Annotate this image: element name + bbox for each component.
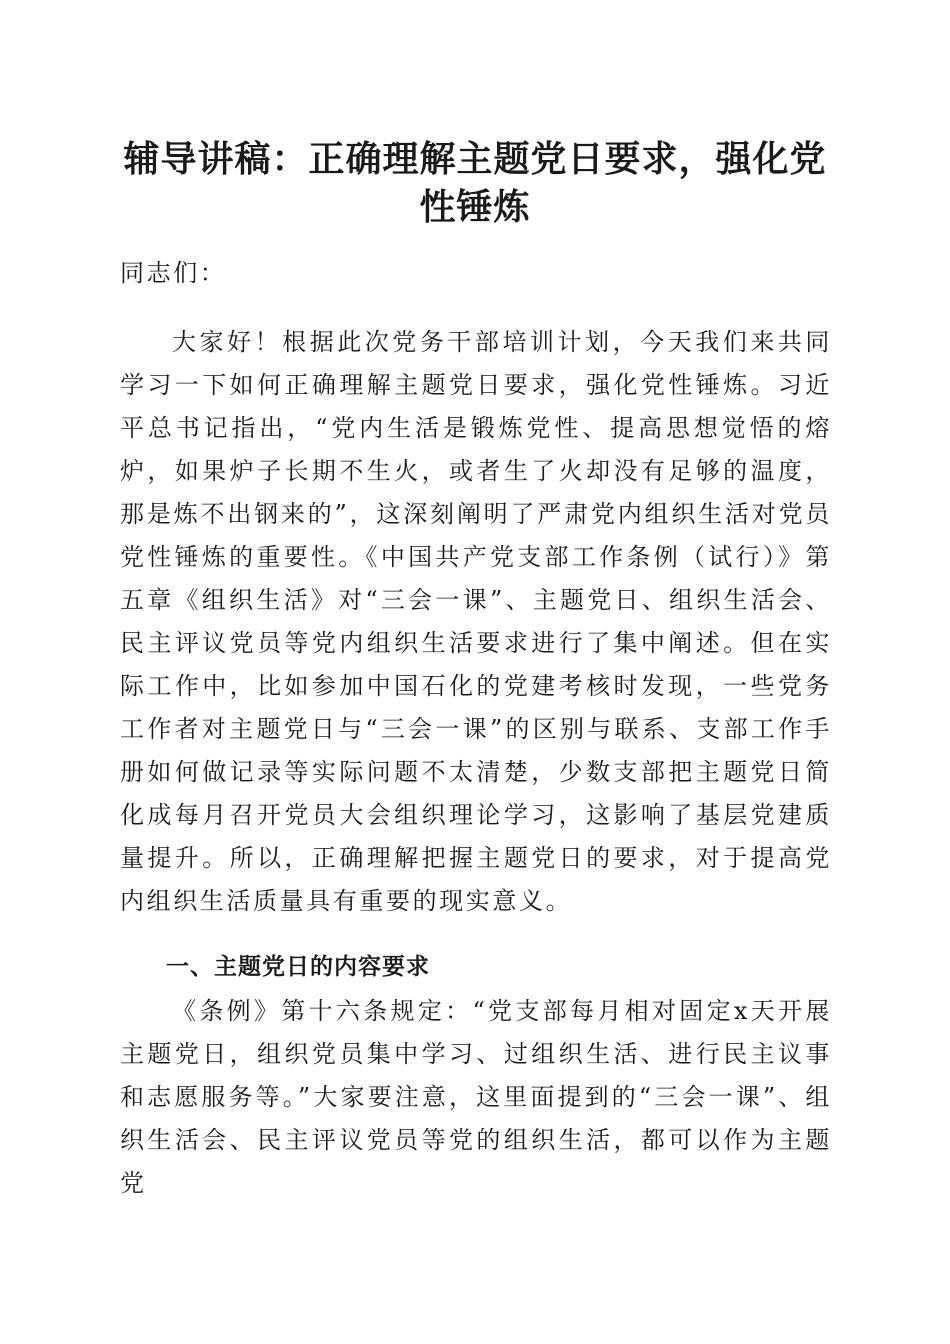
- document-title: 辅导讲稿：正确理解主题党日要求，强化党性锤炼: [123, 138, 827, 228]
- salutation: 同志们：: [120, 259, 227, 287]
- section-paragraph: 《条例》第十六条规定：“党支部每月相对固定x天开展主题党日，组织党员集中学习、过组织生活、进行民主议事和志愿服务等。”大家要注意，这里面提到的“三会一课”、组织生活会、民主评议党员等党的组织生活，都可以作为主题党: [120, 997, 832, 1197]
- body-paragraph: 大家好！根据此次党务干部培训计划，今天我们来共同学习一下如何正确理解主题党日要求，强化党性锤炼。习近平总书记指出，“党内生活是锻炼党性、提高思想觉悟的熔炉，如果炉子长期不生火，或者生了火却没有足够的温度，那是炼不出钢来的”，这深刻阐明了严肃党内组织生活对党员党性锤炼的重要性。《中国共产党支部工作条例（试行）》第五章《组织生活》对“三会一课”、主题党日、组织生活会、民主评议党员等党内组织生活要求进行了集中阐述。但在实际工作中，比如参加中国石化的党建考核时发现，一些党务工作者对主题党日与“三会一课”的区别与联系、支部工作手册如何做记录等实际问题不太清楚，少数支部把主题党日简化成每月召开党员大会组织理论学习，这影响了基层党建质量提升。所以，正确理解把握主题党日的要求，对于提高党内组织生活质量具有重要的现实意义。: [120, 328, 832, 915]
- section-heading: 一、主题党日的内容要求: [166, 954, 430, 980]
